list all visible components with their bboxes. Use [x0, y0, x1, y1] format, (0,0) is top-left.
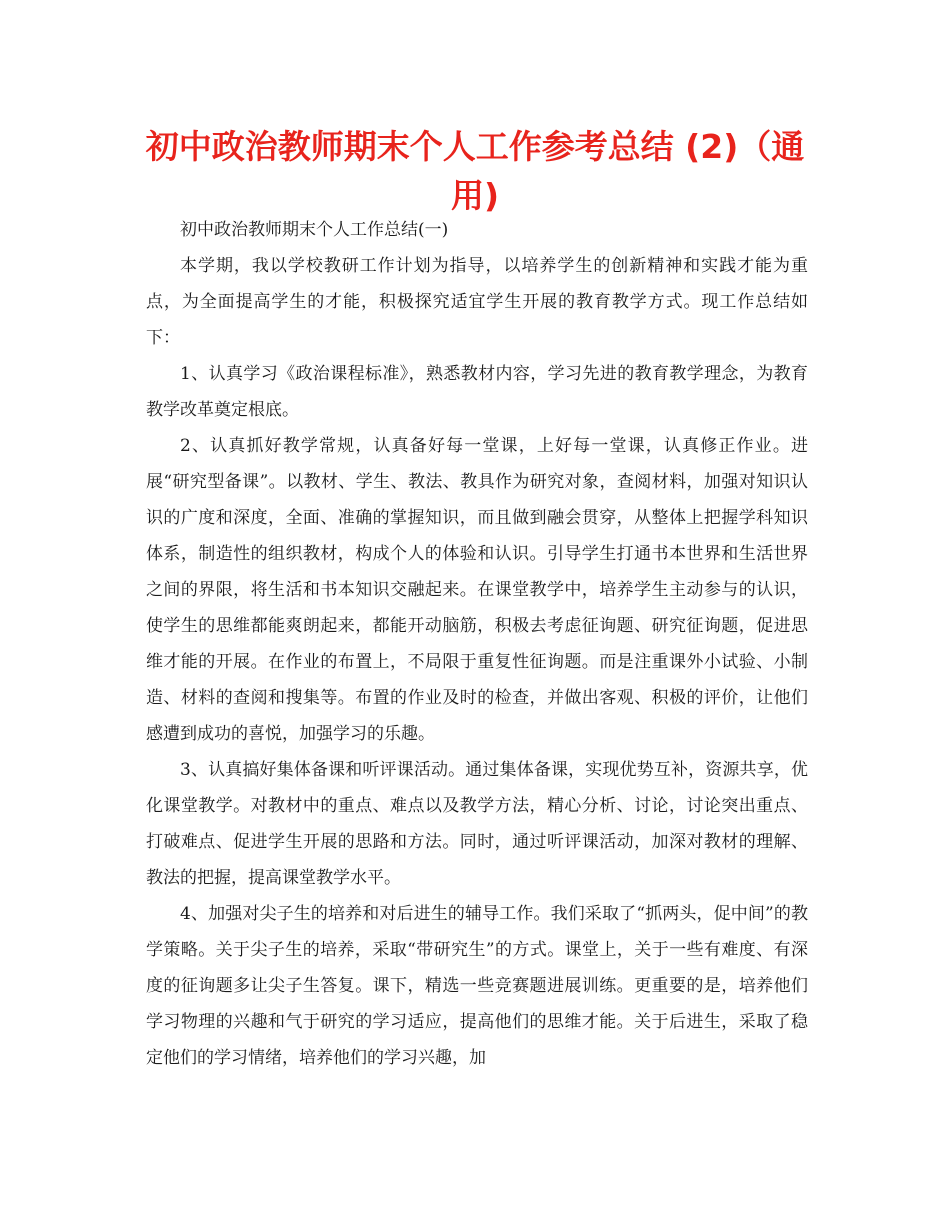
document-body — [146, 212, 808, 1076]
section-subtitle: 初中政治教师期末个人工作总结(一) — [180, 220, 449, 240]
paragraph-item-4: 4、加强对尖子生的培养和对后进生的辅导工作。我们采取了“抓两头，促中间”的教学策略。关于尖子生的培养，采取“带研究生”的方式。课堂上，关于一些有难度、有深度的征询题多让尖子生答复。课下，精选一些竞赛题进展训练。更重要的是，培养他们学习物理的兴趣和气于研究的学习适应，提高他们的思维才能。关于后进生，采取了稳定他们的学习情绪，培养他们的学习兴趣，加 — [146, 904, 808, 1068]
paragraph-item-3: 3、认真搞好集体备课和听评课活动。通过集体备课，实现优势互补，资源共享，优化课堂教学。对教材中的重点、难点以及教学方法，精心分析、讨论，讨论突出重点、打破难点、促进学生开展的思路和方法。同时，通过听评课活动，加深对教材的理解、教法的把握，提高课堂教学水平。 — [146, 760, 808, 888]
paragraph-intro: 本学期，我以学校教研工作计划为指导，以培养学生的创新精神和实践才能为重点，为全面提高学生的才能，积极探究适宜学生开展的教育教学方式。现工作总结如下： — [146, 256, 808, 348]
paragraph-item-2: 2、认真抓好教学常规，认真备好每一堂课，上好每一堂课，认真修正作业。进展“研究型备课”。以教材、学生、教法、教具作为研究对象，查阅材料，加强对知识认识的广度和深度，全面、准确的掌握知识，而且做到融会贯穿，从整体上把握学科知识体系，制造性的组织教材，构成个人的体验和认识。引导学生打通书本世界和生活世界之间的界限，将生活和书本知识交融起来。在课堂教学中，培养学生主动参与的认识，使学生的思维都能爽朗起来，都能开动脑筋，积极去考虑征询题、研究征询题，促进思维才能的开展。在作业的布置上，不局限于重复性征询题。而是注重课外小试验、小制造、材料的查阅和搜集等。布置的作业及时的检查，并做出客观、积极的评价，让他们感遭到成功的喜悦，加强学习的乐趣。 — [146, 436, 808, 744]
document-title: 初中政治教师期末个人工作参考总结 (2)（通用) — [145, 127, 805, 215]
paragraph-item-1: 1、认真学习《政治课程标准》，熟悉教材内容，学习先进的教育教学理念，为教育教学改革奠定根底。 — [146, 364, 808, 420]
